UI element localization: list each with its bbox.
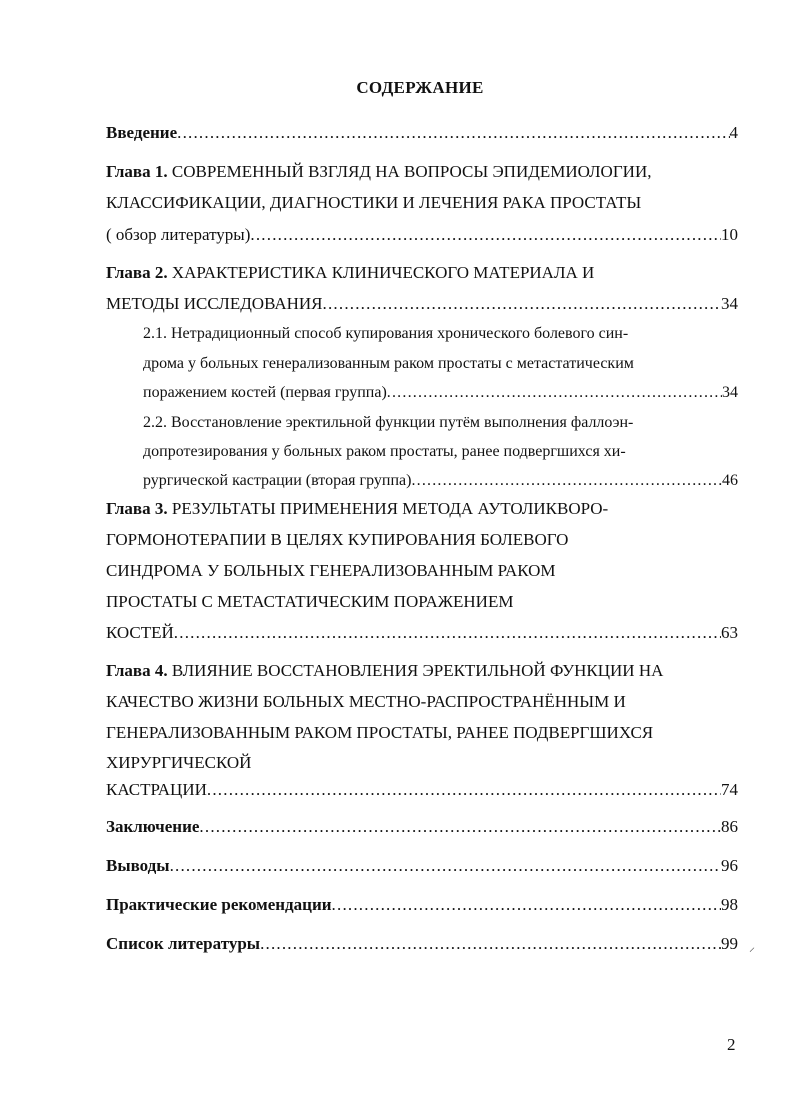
toc-label: Введение: [106, 123, 178, 142]
page-number: 2: [727, 1035, 736, 1054]
toc-page-number: 46: [722, 472, 738, 489]
toc-entry-references[interactable]: [106, 933, 738, 955]
toc-page-number: 10: [721, 225, 738, 244]
toc-chapter4-line3: ГЕНЕРАЛИЗОВАННЫМ РАКОМ ПРОСТАТЫ, РАНЕЕ ПОДВЕРГШИХСЯ: [106, 723, 654, 742]
toc-page-number: 98: [721, 895, 738, 914]
page-title: СОДЕРЖАНИЕ: [356, 78, 484, 97]
toc-entry-section-2-1[interactable]: [143, 382, 738, 404]
chapter-prefix: Глава 1.: [106, 162, 168, 181]
dot-leader: [207, 779, 721, 801]
toc-entry-intro[interactable]: [106, 122, 738, 144]
toc-chapter4-line4: ХИРУРГИЧЕСКОЙ: [106, 753, 252, 772]
toc-page-number: 96: [721, 856, 738, 875]
chapter-title-text: РЕЗУЛЬТАТЫ ПРИМЕНЕНИЯ МЕТОДА АУТОЛИКВОРО-: [167, 499, 609, 518]
toc-entry-chapter3[interactable]: [106, 622, 738, 644]
toc-chapter3-line2: ГОРМОНОТЕРАПИИ В ЦЕЛЯХ КУПИРОВАНИЯ БОЛЕВОГО: [106, 530, 569, 549]
chapter-title-text: ХАРАКТЕРИСТИКА КЛИНИЧЕСКОГО МАТЕРИАЛА И: [167, 263, 595, 282]
toc-chapter1-line1[interactable]: [106, 161, 738, 183]
toc-chapter1-line2: КЛАССИФИКАЦИИ, ДИАГНОСТИКИ И ЛЕЧЕНИЯ РАКА ПРОСТАТЫ: [106, 193, 642, 212]
toc-label: МЕТОДЫ ИССЛЕДОВАНИЯ: [106, 294, 323, 313]
toc-page-number: 34: [721, 294, 738, 313]
toc-page-number: 99: [721, 934, 738, 953]
toc-entry-section-2-2[interactable]: [143, 470, 738, 492]
dot-leader: [323, 293, 721, 315]
chapter-title-text: СОВРЕМЕННЫЙ ВЗГЛЯД НА ВОПРОСЫ ЭПИДЕМИОЛОГИИ,: [167, 162, 652, 181]
toc-entry-chapter4[interactable]: [106, 779, 738, 801]
toc-chapter3-line3: СИНДРОМА У БОЛЬНЫХ ГЕНЕРАЛИЗОВАННЫМ РАКОМ: [106, 561, 556, 580]
toc-label: поражением костей (первая группа): [143, 384, 387, 401]
toc-label: КОСТЕЙ: [106, 623, 174, 642]
dot-leader: [260, 933, 721, 955]
dot-leader: [250, 224, 721, 246]
toc-label: Заключение: [106, 817, 200, 836]
toc-label: Выводы: [106, 856, 170, 875]
toc-chapter3-line4: ПРОСТАТЫ С МЕТАСТАТИЧЕСКИМ ПОРАЖЕНИЕМ: [106, 592, 514, 611]
toc-label: рургической кастрации (вторая группа): [143, 472, 412, 489]
toc-label: ( обзор литературы): [106, 225, 251, 244]
toc-section-2-1-line2: дрома у больных генерализованным раком простаты с метастатическим: [143, 355, 634, 372]
toc-entry-findings[interactable]: [106, 855, 738, 877]
dot-leader: [387, 382, 722, 404]
dot-leader: [177, 122, 729, 144]
dot-leader: [170, 855, 721, 877]
toc-section-2-1-line1[interactable]: 2.1. Нетрадиционный способ купирования хронического болевого син-: [143, 325, 629, 342]
dot-leader: [411, 470, 722, 492]
toc-entry-conclusion[interactable]: [106, 816, 738, 838]
toc-label: Практические рекомендации: [106, 895, 332, 914]
toc-section-2-2-line1[interactable]: 2.2. Восстановление эректильной функции путём выполнения фаллоэн-: [143, 414, 634, 431]
dot-leader: [174, 622, 721, 644]
toc-entry-recommendations[interactable]: [106, 894, 738, 916]
toc-page-number: 86: [721, 817, 738, 836]
stray-mark-icon: ⸝: [749, 940, 756, 954]
toc-chapter4-line1[interactable]: [106, 660, 738, 682]
chapter-prefix: Глава 3.: [106, 499, 168, 518]
toc-chapter2-line1[interactable]: [106, 262, 738, 284]
toc-label: КАСТРАЦИИ: [106, 780, 207, 799]
chapter-title-text: ВЛИЯНИЕ ВОССТАНОВЛЕНИЯ ЭРЕКТИЛЬНОЙ ФУНКЦИИ НА: [167, 661, 664, 680]
chapter-prefix: Глава 2.: [106, 263, 168, 282]
toc-page-number: 4: [729, 123, 738, 142]
dot-leader: [199, 816, 721, 838]
chapter-prefix: Глава 4.: [106, 661, 168, 680]
toc-section-2-2-line2: допротезирования у больных раком простаты, ранее подвергшихся хи-: [143, 443, 626, 460]
toc-chapter4-line2: КАЧЕСТВО ЖИЗНИ БОЛЬНЫХ МЕСТНО-РАСПРОСТРАНЁННЫМ И: [106, 692, 626, 711]
toc-page-number: 63: [721, 623, 738, 642]
toc-label: Список литературы: [106, 934, 261, 953]
toc-entry-chapter2[interactable]: [106, 293, 738, 315]
toc-page-number: 34: [722, 384, 738, 401]
toc-chapter3-line1[interactable]: [106, 498, 738, 520]
toc-entry-chapter1[interactable]: [106, 224, 738, 246]
dot-leader: [332, 894, 721, 916]
toc-page-number: 74: [721, 780, 738, 799]
